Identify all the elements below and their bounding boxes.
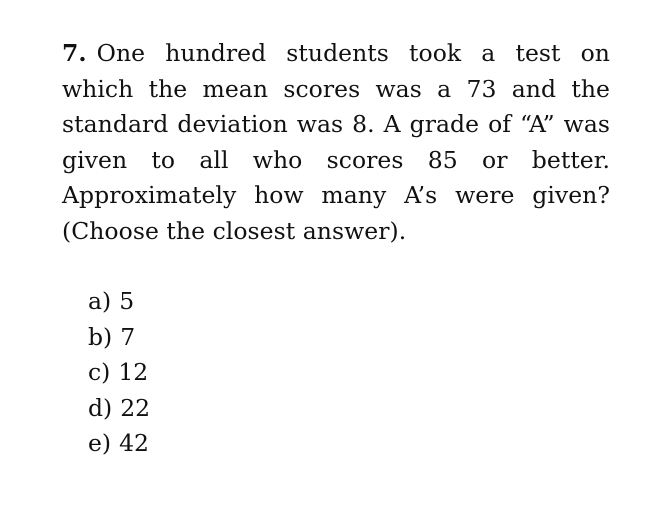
option-a <box>88 284 150 320</box>
option-b <box>88 320 150 356</box>
option-letter: d) <box>88 393 113 422</box>
question-text: One hundred students took a test on which the mean scores was a 73 and the standard deviation was 8. A grade of “A” was given to all who scores 85 or better. Approximately how many A’s were given? (Choose the closest answer). <box>62 39 610 245</box>
option-e <box>88 426 150 462</box>
option-value: 7 <box>120 322 136 351</box>
option-value: 12 <box>118 358 149 386</box>
option-c <box>88 355 150 391</box>
option-value: 22 <box>120 393 151 422</box>
option-value: 42 <box>119 429 149 457</box>
answer-options <box>88 284 150 462</box>
option-letter: a) <box>88 287 112 315</box>
option-letter: b) <box>88 322 113 351</box>
question-number: 7. <box>62 39 87 67</box>
question-block <box>62 36 610 249</box>
option-letter: c) <box>88 358 111 386</box>
option-d <box>88 391 150 427</box>
option-letter: e) <box>88 429 112 457</box>
option-value: 5 <box>119 287 135 315</box>
